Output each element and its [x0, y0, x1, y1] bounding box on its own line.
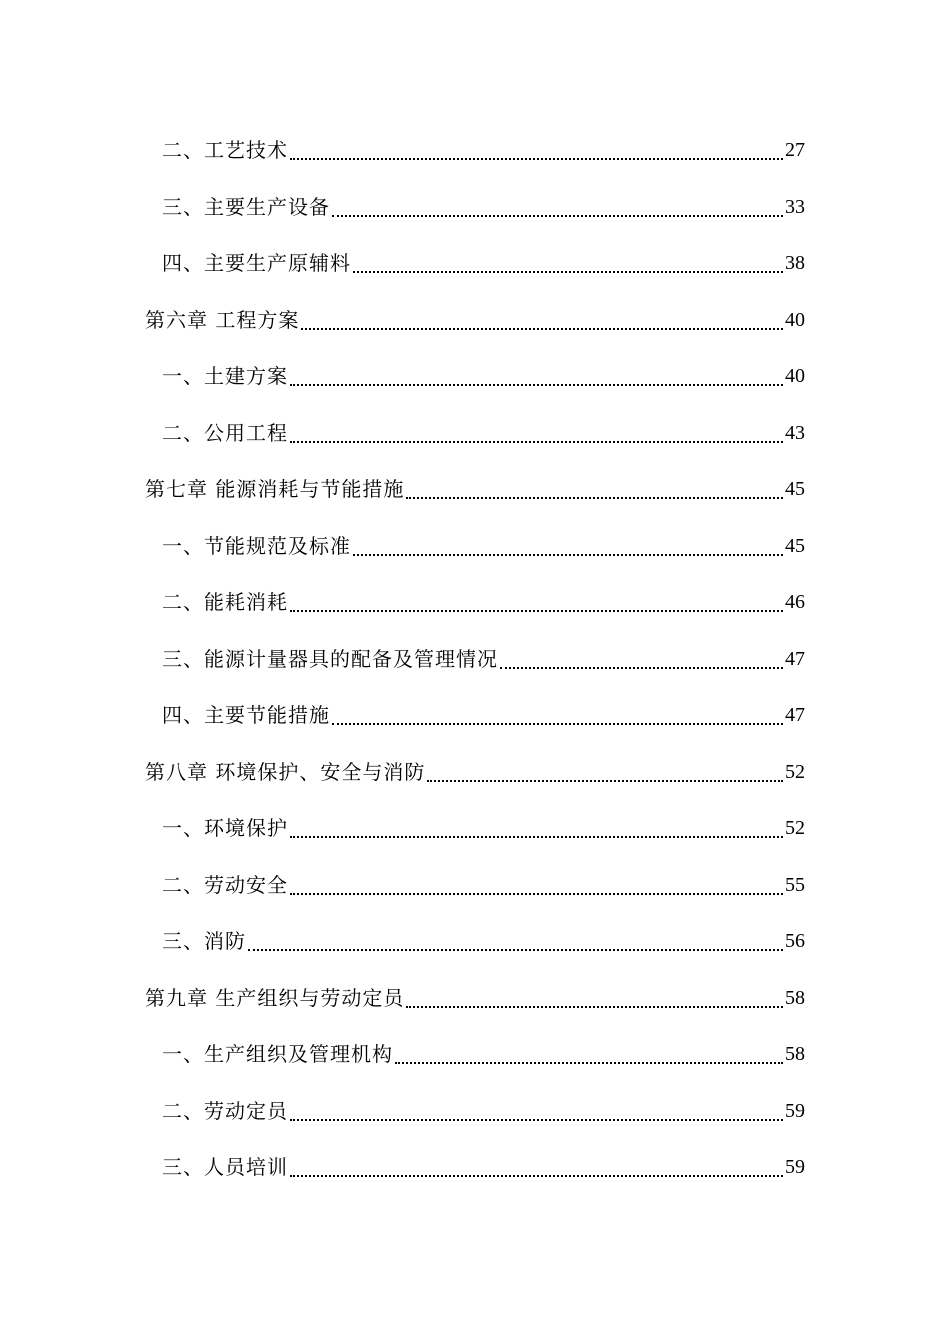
toc-entry-page: 40 [785, 308, 805, 331]
toc-entry-page: 40 [785, 365, 805, 388]
toc-entry-page: 59 [785, 1099, 805, 1122]
toc-chapter-entry[interactable] [0, 744, 950, 801]
toc-dot-leader [406, 1006, 783, 1008]
toc-dot-leader [290, 1119, 783, 1121]
toc-entry-page: 58 [785, 1043, 805, 1066]
toc-dot-leader [290, 610, 783, 612]
toc-entry-title: 二、劳动定员 [162, 1098, 288, 1123]
toc-entry-title: 一、土建方案 [162, 364, 288, 389]
toc-entry-page: 46 [785, 591, 805, 614]
toc-entry[interactable] [0, 574, 950, 631]
toc-dot-leader [332, 215, 783, 217]
toc-entry[interactable] [0, 518, 950, 575]
toc-dot-leader [500, 667, 783, 669]
toc-entry[interactable] [0, 122, 950, 179]
toc-entry[interactable] [0, 348, 950, 405]
toc-entry[interactable] [0, 631, 950, 688]
toc-chapter-entry[interactable] [0, 970, 950, 1027]
toc-entry[interactable] [0, 913, 950, 970]
toc-entry-page: 27 [785, 139, 805, 162]
toc-entry-page: 43 [785, 421, 805, 444]
toc-entry-title: 三、消防 [162, 929, 246, 954]
toc-entry-title: 第八章 环境保护、安全与消防 [145, 759, 426, 784]
table-of-contents [0, 122, 950, 1196]
toc-entry-title: 四、主要生产原辅料 [162, 251, 351, 276]
toc-entry-page: 55 [785, 873, 805, 896]
toc-entry-page: 52 [785, 817, 805, 840]
toc-entry[interactable] [0, 1026, 950, 1083]
toc-entry[interactable] [0, 1083, 950, 1140]
toc-dot-leader [290, 158, 783, 160]
toc-entry-page: 58 [785, 986, 805, 1009]
toc-entry[interactable] [0, 687, 950, 744]
toc-entry-page: 52 [785, 760, 805, 783]
toc-entry-title: 一、环境保护 [162, 816, 288, 841]
toc-entry-title: 第九章 生产组织与劳动定员 [145, 985, 405, 1010]
toc-entry[interactable] [0, 235, 950, 292]
toc-chapter-entry[interactable] [0, 461, 950, 518]
toc-entry-title: 一、生产组织及管理机构 [162, 1042, 393, 1067]
toc-chapter-entry[interactable] [0, 292, 950, 349]
toc-entry-title: 第六章 工程方案 [145, 307, 300, 332]
toc-dot-leader [301, 328, 783, 330]
toc-entry-page: 45 [785, 534, 805, 557]
toc-dot-leader [427, 780, 783, 782]
toc-entry[interactable] [0, 857, 950, 914]
toc-entry-page: 47 [785, 647, 805, 670]
toc-dot-leader [406, 497, 783, 499]
toc-dot-leader [290, 384, 783, 386]
toc-entry-title: 二、劳动安全 [162, 872, 288, 897]
toc-entry-page: 33 [785, 195, 805, 218]
toc-entry-page: 47 [785, 704, 805, 727]
toc-entry-title: 二、能耗消耗 [162, 590, 288, 615]
toc-dot-leader [332, 723, 783, 725]
toc-dot-leader [290, 836, 783, 838]
toc-entry-title: 三、主要生产设备 [162, 194, 330, 219]
toc-dot-leader [248, 949, 783, 951]
toc-dot-leader [290, 893, 783, 895]
toc-dot-leader [353, 554, 783, 556]
toc-entry-page: 59 [785, 1156, 805, 1179]
toc-dot-leader [290, 1175, 783, 1177]
toc-dot-leader [353, 271, 783, 273]
toc-entry[interactable] [0, 800, 950, 857]
toc-entry[interactable] [0, 405, 950, 462]
toc-entry-page: 45 [785, 478, 805, 501]
toc-dot-leader [395, 1062, 783, 1064]
toc-entry[interactable] [0, 1139, 950, 1196]
toc-entry-page: 38 [785, 252, 805, 275]
toc-entry-title: 三、人员培训 [162, 1155, 288, 1180]
toc-entry-title: 一、节能规范及标准 [162, 533, 351, 558]
toc-entry[interactable] [0, 179, 950, 236]
toc-entry-title: 四、主要节能措施 [162, 703, 330, 728]
toc-entry-title: 第七章 能源消耗与节能措施 [145, 477, 405, 502]
toc-entry-page: 56 [785, 930, 805, 953]
toc-entry-title: 二、工艺技术 [162, 138, 288, 163]
toc-entry-title: 三、能源计量器具的配备及管理情况 [162, 646, 498, 671]
toc-entry-title: 二、公用工程 [162, 420, 288, 445]
toc-dot-leader [290, 441, 783, 443]
